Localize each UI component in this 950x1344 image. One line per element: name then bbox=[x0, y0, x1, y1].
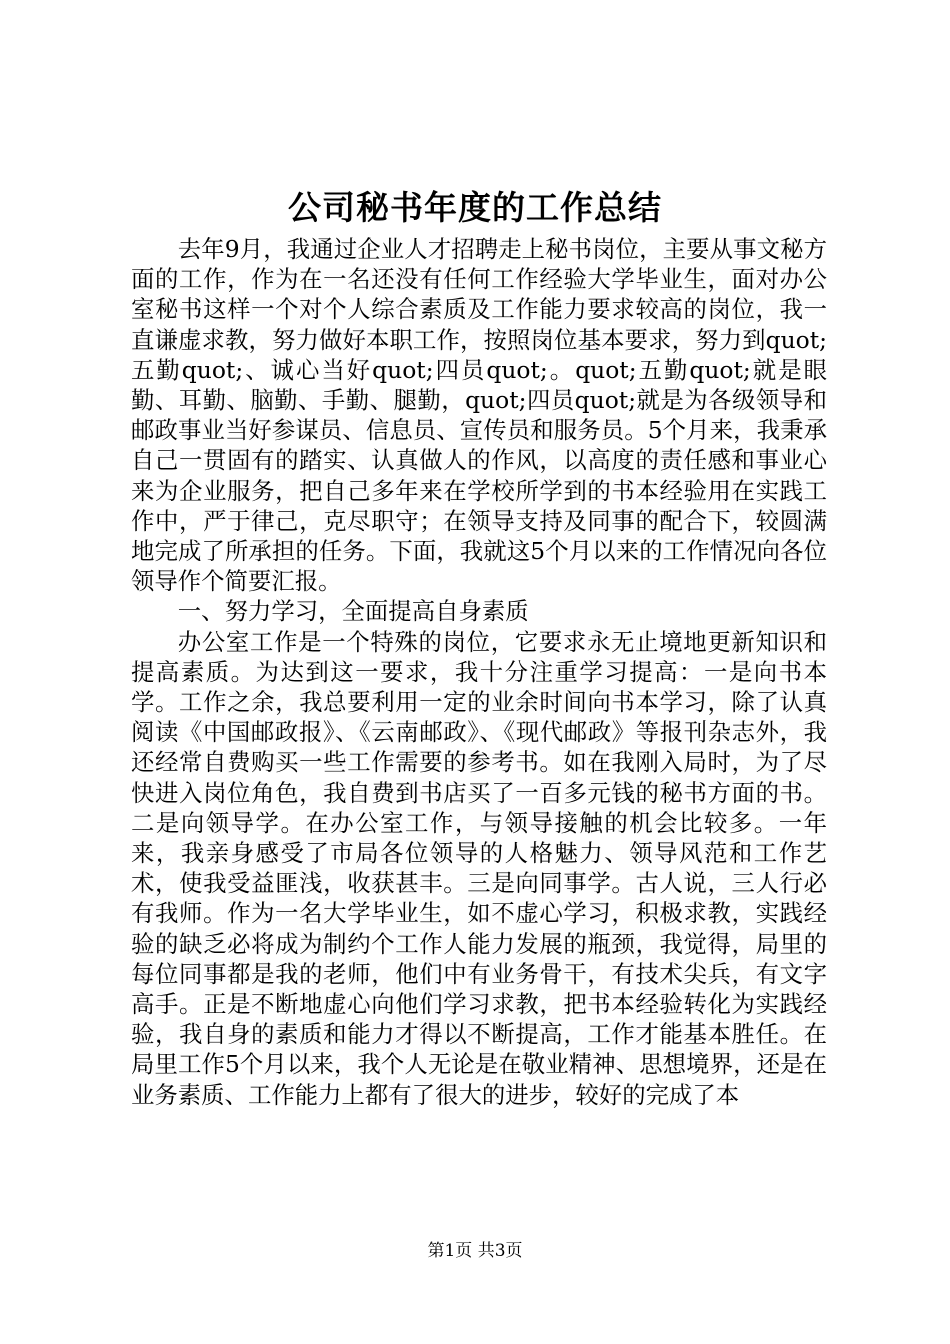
section-heading-1: 一、努力学习，全面提高自身素质 bbox=[177, 597, 529, 626]
document-title: 公司秘书年度的工作总结 bbox=[288, 188, 662, 227]
section-1-paragraph: 办公室工作是一个特殊的岗位，它要求永无止境地更新知识和提高素质。为达到这一要求，我十分注重学习提高：一是向书本学。工作之余，我总要利用一定的业余时间向书本学习，除了认真阅读《中国邮政报》、《云南邮政》、《现代邮政》等报刊杂志外，我还经常自费购买一些工作需要的参考书。如在我刚入局时，为了尽快进入岗位角色，我自费到书店买了一百多元钱的秘书方面的书。二是向领导学。在办公室工作，与领导接触的机会比较多。一年来，我亲身感受了市局各位领导的人格魅力、领导风范和工作艺术，使我受益匪浅，收获甚丰。三是向同事学。古人说，三人行必有我师。作为一名大学毕业生，如不虚心学习，积极求教，实践经验的缺乏必将成为制约个工作人能力发展的瓶颈，我觉得，局里的每位同事都是我的老师，他们中有业务骨干，有技术尖兵，有文字高手。正是不断地虚心向他们学习求教，把书本经验转化为实践经验，我自身的素质和能力才得以不断提高，工作才能基本胜任。在局里工作5个月以来，我个人无论是在敬业精神、思想境界，还是在业务素质、工作能力上都有了很大的进步，较好的完成了本 bbox=[131, 627, 827, 1109]
intro-paragraph: 去年9月，我通过企业人才招聘走上秘书岗位，主要从事文秘方面的工作，作为在一名还没有任何工作经验大学毕业生，面对办公室秘书这样一个对个人综合素质及工作能力要求较高的岗位，我一直谦虚求教，努力做好本职工作，按照岗位基本要求，努力到quot;五勤quot;、诚心当好quot;四员quot;。quot;五勤quot;就是眼勤、耳勤、脑勤、手勤、腿勤，quot;四员quot;就是为各级领导和邮政事业当好参谋员、信息员、宣传员和服务员。5个月来，我秉承自己一贯固有的踏实、认真做人的作风，以高度的责任感和事业心来为企业服务，把自己多年来在学校所学到的书本经验用在实践工作中，严于律己，克尽职守；在领导支持及同事的配合下，较圆满地完成了所承担的任务。下面，我就这5个月以来的工作情况向各位领导作个简要汇报。 bbox=[131, 235, 827, 596]
page-footer: 第1页 共3页 bbox=[427, 1241, 523, 1261]
document-body bbox=[131, 234, 827, 1110]
